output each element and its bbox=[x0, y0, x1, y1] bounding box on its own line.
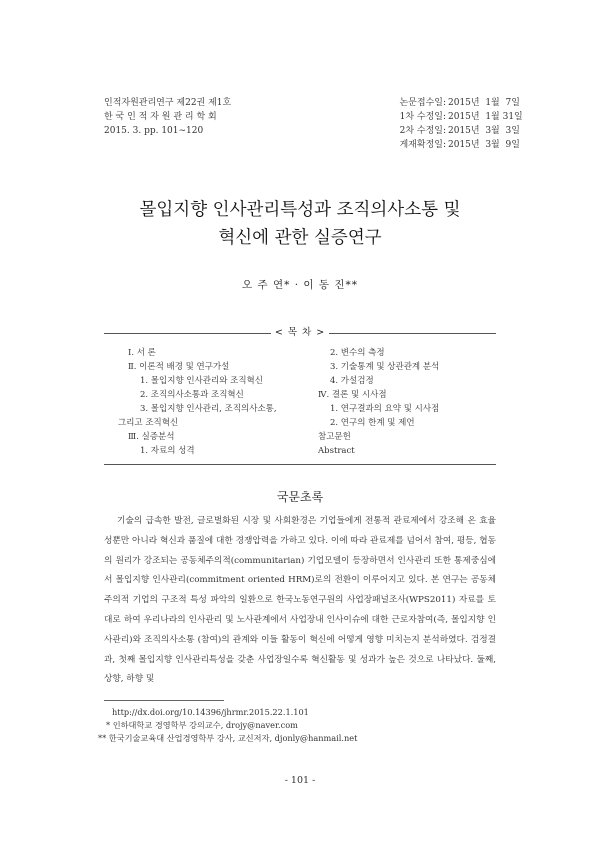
paper-title-line-1: 몰입지향 인사관리특성과 조직의사소통 및 bbox=[139, 200, 461, 220]
toc-item: 3. 기술통계 및 상관관계 분석 bbox=[330, 362, 440, 372]
toc-item: 2. 변수의 측정 bbox=[330, 348, 385, 358]
journal-info bbox=[104, 96, 231, 138]
toc-item: Ⅱ. 이론적 배경 및 연구가설 bbox=[128, 362, 230, 372]
footnote-author-1: * 인하대학교 경영학부 강의교수, drojy@naver.com bbox=[106, 720, 298, 730]
toc-item: 3. 몰입지향 인사관리, 조직의사소통, bbox=[140, 404, 277, 414]
abstract-body: 기술의 급속한 발전, 글로벌화된 시장 및 사회환경은 기업들에게 전통적 관료제에서 강조해 온 효율성뿐만 아니라 혁신과 품질에 대한 경쟁압력을 가하고 있다. 이에 따라 관료제를 넘어서 참여, 평등, 협동의 원리가 강조되는 공동체주의적(communitarian) 기업모델이 등장하면서 인사관리 또한 통제중심에서 몰입지향 인사관리(commitment oriented HRM)로의 전환이 이루어지고 있다. 본 연구는 공동체주의적 기업의 구조적 특성 파악의 일환으로 한국노동연구원의 사업장패널조사(WPS2011) 자료를 토대로 하여 우리나라의 인사관리 및 노사관계에서 사업장내 인사이슈에 대한 근로자참여(즉, 몰입지향 인사관리)와 조직의사소통 (참여)의 관계와 이들 활동이 혁신에 어떻게 영향 미치는지 분석하였다. 검정결과, 첫째 몰입지향 인사관리특성을 갖춘 사업장일수록 혁신활동 및 성과가 높은 것으로 나타났다. 둘째, 상향, 하향 및 bbox=[104, 516, 496, 685]
toc-item: 1. 자료의 성격 bbox=[140, 446, 195, 456]
toc-item: 그리고 조직혁신 bbox=[118, 418, 179, 428]
abstract-title: 국문초록 bbox=[276, 490, 324, 504]
toc-item: 2. 조직의사소통과 조직혁신 bbox=[140, 390, 244, 400]
toc-item: Ⅰ. 서 론 bbox=[128, 348, 156, 358]
toc-item: Ⅲ. 실증분석 bbox=[128, 432, 175, 442]
toc-item: 참고문헌 bbox=[318, 432, 351, 442]
toc-left-column bbox=[118, 346, 277, 458]
toc-item: Abstract bbox=[318, 446, 355, 456]
toc-item: 4. 가설검정 bbox=[330, 376, 374, 386]
toc-item: Ⅳ. 결론 및 시사점 bbox=[318, 390, 387, 400]
toc-item: 1. 몰입지향 인사관리와 조직혁신 bbox=[140, 376, 263, 386]
toc-heading: < 목 차 > bbox=[271, 327, 329, 338]
paper-title-line-2: 혁신에 관한 실증연구 bbox=[218, 228, 382, 248]
footnote-author-2: ** 한국기술교육대 산업경영학부 강사, 교신저자, djonly@hanmail.net bbox=[98, 733, 358, 743]
submission-dates bbox=[384, 96, 523, 152]
footnote-divider bbox=[104, 700, 224, 701]
table-of-contents bbox=[104, 327, 496, 465]
toc-right-column bbox=[308, 346, 439, 458]
doi-link[interactable]: http://dx.doi.org/10.14396/jhrmr.2015.22.1.101 bbox=[112, 707, 309, 717]
toc-item: 1. 연구결과의 요약 및 시사점 bbox=[330, 404, 440, 414]
page-number: - 101 - bbox=[284, 775, 316, 786]
toc-item: 2. 연구의 한계 및 제언 bbox=[330, 418, 415, 428]
date-row: 게재확정일: 2015년 3월 9일 bbox=[399, 140, 520, 150]
date-row: 논문접수일: 2015년 1월 7일 bbox=[399, 98, 520, 108]
paper-title bbox=[0, 196, 600, 252]
date-row: 2차 수정일: 2015년 3월 3일 bbox=[399, 126, 520, 136]
issue-pages: 2015. 3. pp. 101∼120 bbox=[104, 126, 204, 136]
society-name: 한 국 인 적 자 원 관 리 학 회 bbox=[104, 112, 217, 122]
authors: 오 주 연* · 이 동 진** bbox=[242, 279, 358, 291]
date-row: 1차 수정일: 2015년 1월 31일 bbox=[399, 112, 523, 122]
journal-name: 인적자원관리연구 제22권 제1호 bbox=[104, 98, 232, 108]
